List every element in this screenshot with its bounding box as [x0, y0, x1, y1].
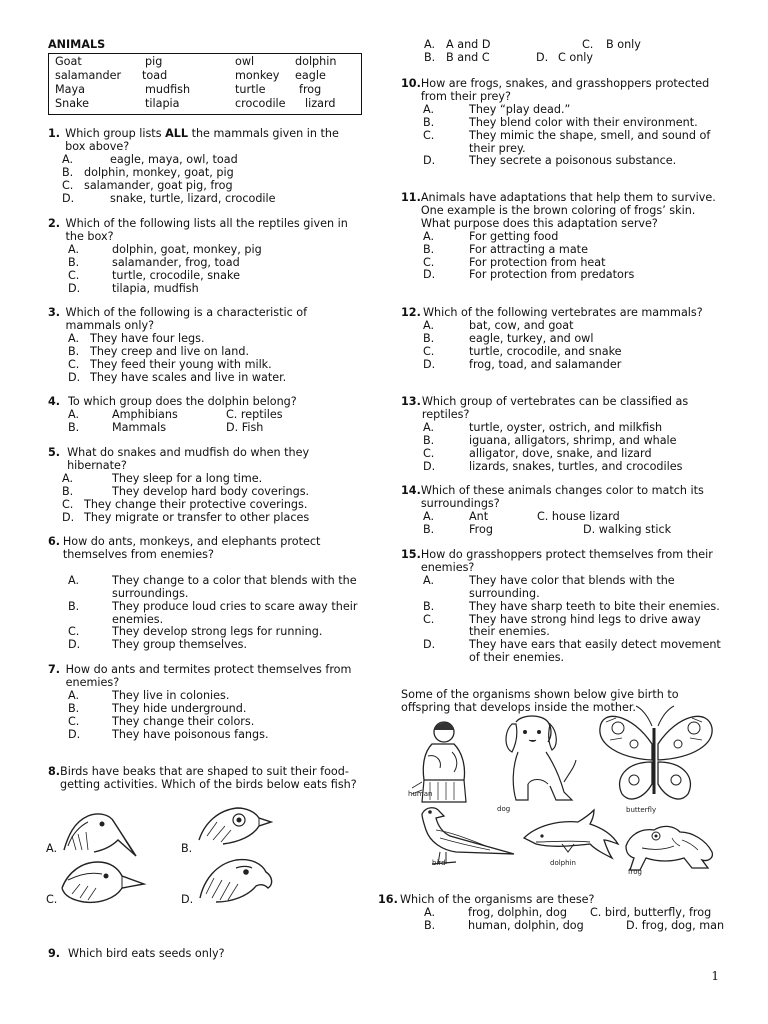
question-11: 11. Animals have adaptations that help them to survive. One example is the brown coloring of frogs’ skin. What purpose does this adaptation serve? A. For getting food B. For attracting a mate C. For protection from heat D. For protection from predators: [401, 191, 716, 282]
option-label: C.: [46, 893, 58, 906]
box-word: monkey: [235, 69, 280, 82]
question-12: 12. Which of the following vertebrates are mammals? A. bat, cow, and goat B. eagle, turkey, and owl C. turtle, crocodile, and snake D. frog, toad, and salamander: [401, 306, 703, 371]
page-title: ANIMALS: [48, 38, 106, 51]
dog-image: [498, 712, 578, 806]
question-15: 15. How do grasshoppers protect themselves from their enemies? A. They have color that blends with the surrounding. B. They have sharp teeth to bite their enemies. C. They have strong hind legs to drive away their enemies. D. They have ears that easily detect movement of their enemies.: [401, 548, 721, 665]
question-9-options: A. A and D C. B only B. B and C D. C only: [424, 38, 641, 64]
frog-label: frog: [628, 868, 642, 876]
question-5: 5. What do snakes and mudfish do when they hibernate? A. They sleep for a long time. B. They develop hard body coverings. C. They change their protective coverings. D. They migrate or transfer to other places: [48, 446, 310, 524]
option-label: B.: [181, 842, 193, 855]
question-9: 9. Which bird eats seeds only?: [48, 947, 225, 960]
question-6: 6. How do ants, monkeys, and elephants protect themselves from enemies? A. They change to a color that blends with the surroundings. B. They produce loud cries to scare away their enemies. C. They develop strong legs for running. D. They group themselves.: [48, 535, 358, 652]
bird-head-b-image: [193, 800, 273, 848]
box-word: dolphin: [295, 55, 337, 68]
question-10: 10. How are frogs, snakes, and grasshoppers protected from their prey? A. They “play dead.” B. They blend color with their environment. C. They mimic the shape, smell, and sound of their prey. D. They secrete a poisonous substance.: [401, 77, 711, 168]
bird-head-a-image: [58, 806, 140, 858]
box-word: crocodile: [235, 97, 286, 110]
box-word: frog: [299, 83, 322, 96]
question-14: 14. Which of these animals changes color to match its surroundings? A. Ant C. house lizard B. Frog D. walking stick: [401, 484, 704, 536]
question-16: 16. Which of the organisms are these? A. frog, dolphin, dog C. bird, butterfly, frog B. human, dolphin, dog: [378, 893, 712, 932]
option-label: D.: [181, 893, 194, 906]
question-8: 8. Birds have beaks that are shaped to suit their food-getting activities. Which of the birds below eats fish?: [48, 765, 357, 791]
box-word: toad: [142, 69, 168, 82]
animal-word-box: [48, 53, 362, 115]
bird-head-c-image: [58, 858, 148, 906]
butterfly-image: [596, 704, 716, 810]
question-3: 3. Which of the following is a characteristic of mammals only? A. They have four legs. B. They creep and live on land. C. They feed their young with milk. D. They have scales and live in water.: [48, 306, 308, 384]
question-7: 7. How do ants and termites protect themselves from enemies? A. They live in colonies. B. They hide underground. C. They change their colors. D. They have poisonous fangs.: [48, 663, 352, 741]
box-word: Snake: [55, 97, 90, 110]
q16-option-d: D. frog, dog, man: [626, 919, 725, 932]
dolphin-image: [522, 808, 622, 864]
box-word: pig: [145, 55, 163, 68]
box-word: turtle: [235, 83, 266, 96]
box-word: tilapia: [145, 97, 180, 110]
question-4: 4. To which group does the dolphin belong? A. Amphibians C. reptiles B. Mammals D. Fish: [48, 395, 297, 434]
box-word: eagle: [295, 69, 326, 82]
organisms-intro-text: Some of the organisms shown below give birth to offspring that develops inside the mother.: [401, 688, 679, 714]
bird-head-d-image: [196, 854, 276, 906]
human-label: human: [408, 790, 433, 798]
box-word: Maya: [55, 83, 85, 96]
question-2: 2. Which of the following lists all the reptiles given in the box? A. dolphin, goat, monkey, pig B. salamander, frog, toad C. turtle, crocodile, snake D. tilapia, mudfish: [48, 217, 348, 295]
box-word: Goat: [55, 55, 82, 68]
option-label: A.: [46, 842, 58, 855]
question-1: 1. Which group lists ALL the mammals given in the box above? A. eagle, maya, owl, toad B. dolphin, monkey, goat, pig C. salamander, goat pig, frog D. snake, turtle, lizard, crocodile: [48, 127, 339, 205]
butterfly-label: butterfly: [626, 806, 657, 814]
box-word: mudfish: [145, 83, 191, 96]
box-word: owl: [235, 55, 255, 68]
dog-label: dog: [497, 805, 511, 813]
page-number: 1: [711, 969, 719, 983]
question-13: 13. Which group of vertebrates can be classified as reptiles? A. turtle, oyster, ostrich, and milkfish B. iguana, alligators, shrimp, and whale C. alligator, dove, snake, and lizard D. lizards, snakes, turtles, and crocodiles: [401, 395, 689, 473]
box-word: salamander: [55, 69, 122, 82]
dolphin-label: dolphin: [550, 859, 576, 867]
box-word: lizard: [305, 97, 336, 110]
bird-label: bird: [432, 859, 446, 867]
